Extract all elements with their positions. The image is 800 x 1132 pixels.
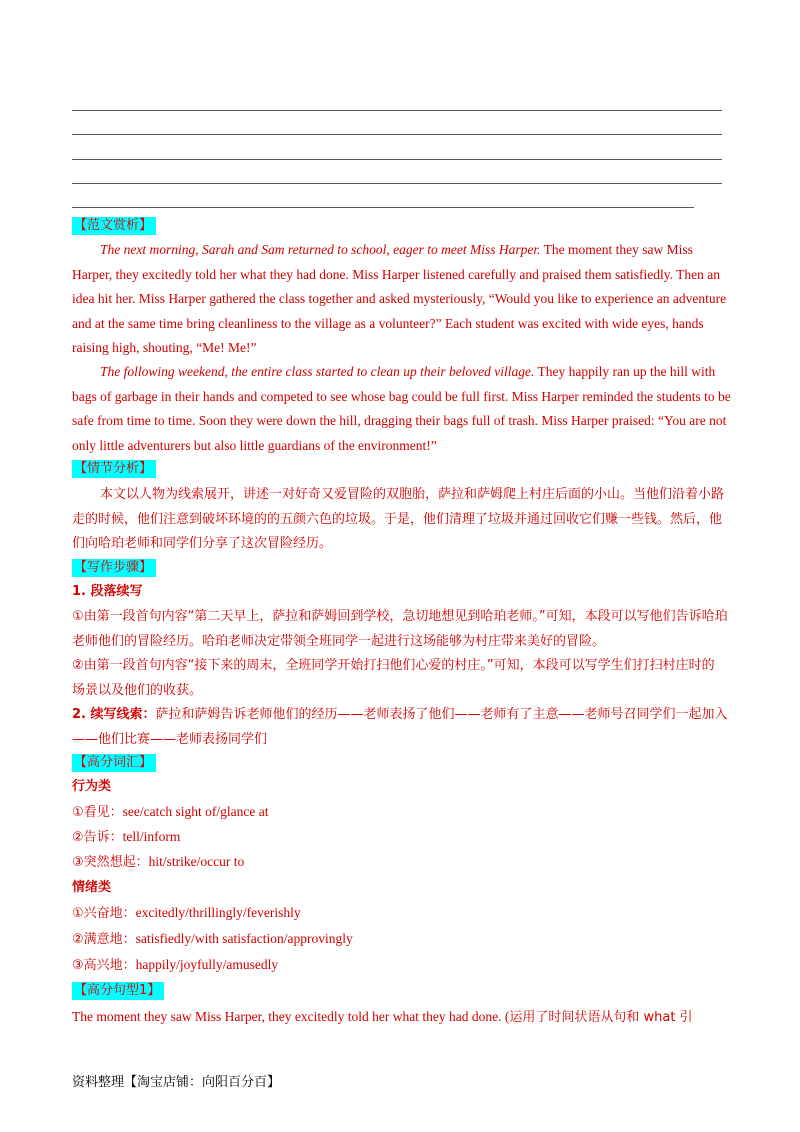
- step-1-item-2: ②由第一段首句内容“接下来的周末，全班同学开始打扫他们心爱的村庄。”可知，本段可以写学生们打扫村庄时的场景以及他们的收获。: [72, 658, 715, 698]
- vocab-tag: 【高分词汇】: [72, 754, 156, 772]
- step-2-label: 2. 续写线索：: [72, 707, 156, 722]
- plot-analysis-tag: 【情节分析】: [72, 460, 156, 478]
- writing-line: [72, 110, 722, 111]
- writing-steps-tag: 【写作步骤】: [72, 559, 156, 577]
- vocab-item-en: satisfiedly/with satisfaction/approvingly: [135, 931, 353, 946]
- paragraph-1-body: The moment they saw Miss Harper, they excitedly told her what they had done. Miss Harper listened carefully and praised them satisfiedly. Then an idea hit her. Miss Harper gathered the class together and asked mysteriously, “Would you like to experience an adventure and at the same time bring cleanliness to the village as a volunteer?” Each student was excited with wide eyes, hands raising high, shouting, “Me! Me!”: [72, 242, 727, 355]
- step-1-item-1: ①由第一段首句内容“第二天早上，萨拉和萨姆回到学校，急切地想见到哈珀老师。”可知，本段可以写他们告诉哈珀老师他们的冒险经历。哈珀老师决定带领全班同学一起进行这场能够为村庄带来美好的冒险。: [72, 609, 728, 649]
- sentence-pattern-en: The moment they saw Miss Harper, they excitedly told her what they had done. (: [72, 1009, 510, 1024]
- vocab-item-zh: ③高兴地：: [72, 958, 136, 973]
- vocab-item: [72, 955, 278, 976]
- vocab-item-zh: ①看见：: [72, 805, 123, 820]
- page-footer: 资料整理【淘宝店铺：向阳百分百】: [72, 1075, 281, 1090]
- step-2: [72, 703, 730, 752]
- plot-analysis-text: 本文以人物为线索展开，讲述一对好奇又爱冒险的双胞胎，萨拉和萨姆爬上村庄后面的小山。当他们沿着小路走的时候，他们注意到破坏环境的的五颜六色的垃圾。于是，他们清理了垃圾并通过回收它们赚一些钱。然后，他们向哈珀老师和同学们分享了这次冒险经历。: [72, 487, 725, 551]
- vocab-item-zh: ②满意地：: [72, 932, 136, 947]
- writing-line: [72, 134, 722, 135]
- step-2-text: 萨拉和萨姆告诉老师他们的经历——老师表扬了他们——老师有了主意——老师号召同学们一起加入——他们比赛——老师表扬同学们: [72, 707, 728, 747]
- writing-line: [72, 159, 722, 160]
- vocab-item-en: excitedly/thrillingly/feverishly: [135, 905, 301, 920]
- sentence-pattern-tag: 【高分句型1】: [72, 982, 164, 1000]
- vocab-item-zh: ①兴奋地：: [72, 906, 136, 921]
- vocab-item-en: tell/inform: [122, 829, 181, 844]
- vocab-item-zh: ②告诉：: [72, 830, 123, 845]
- sentence-pattern-1: [72, 1007, 693, 1028]
- vocab-item-zh: ③突然想起：: [72, 855, 149, 870]
- vocab-item: [72, 827, 180, 848]
- paragraph-1-lead: The next morning, Sarah and Sam returned to school, eager to meet Miss Harper.: [100, 242, 541, 257]
- vocab-group-1-title: 行为类: [72, 779, 112, 794]
- vocab-item-en: see/catch sight of/glance at: [122, 804, 269, 819]
- model-essay-paragraph-1: [72, 238, 732, 361]
- writing-line: [72, 207, 694, 208]
- paragraph-2-lead: The following weekend, the entire class started to clean up their beloved village.: [100, 364, 535, 379]
- vocab-item: [72, 929, 353, 950]
- model-essay-tag: 【范文赏析】: [72, 217, 156, 235]
- vocab-item-en: hit/strike/occur to: [148, 854, 245, 869]
- writing-line: [72, 183, 722, 184]
- sentence-pattern-zh: 运用了时间状语从句和 what 引: [509, 1010, 693, 1025]
- vocab-group-2-title: 情绪类: [72, 880, 112, 895]
- vocab-item-en: happily/joyfully/amusedly: [135, 957, 279, 972]
- step-1-title: 1. 段落续写: [72, 584, 143, 599]
- paragraph-2-body: They happily ran up the hill with bags of garbage in their hands and competed to see whose bag could be full first. Miss Harper reminded the students to be safe from time to time. Soon they were down the hill, dragging their bags full of trash. Miss Harper praised: “You are not only little adventurers but also little guardians of the environment!”: [72, 364, 731, 453]
- vocab-item: [72, 852, 244, 873]
- vocab-item: [72, 802, 268, 823]
- model-essay-paragraph-2: [72, 360, 732, 458]
- vocab-item: [72, 903, 301, 924]
